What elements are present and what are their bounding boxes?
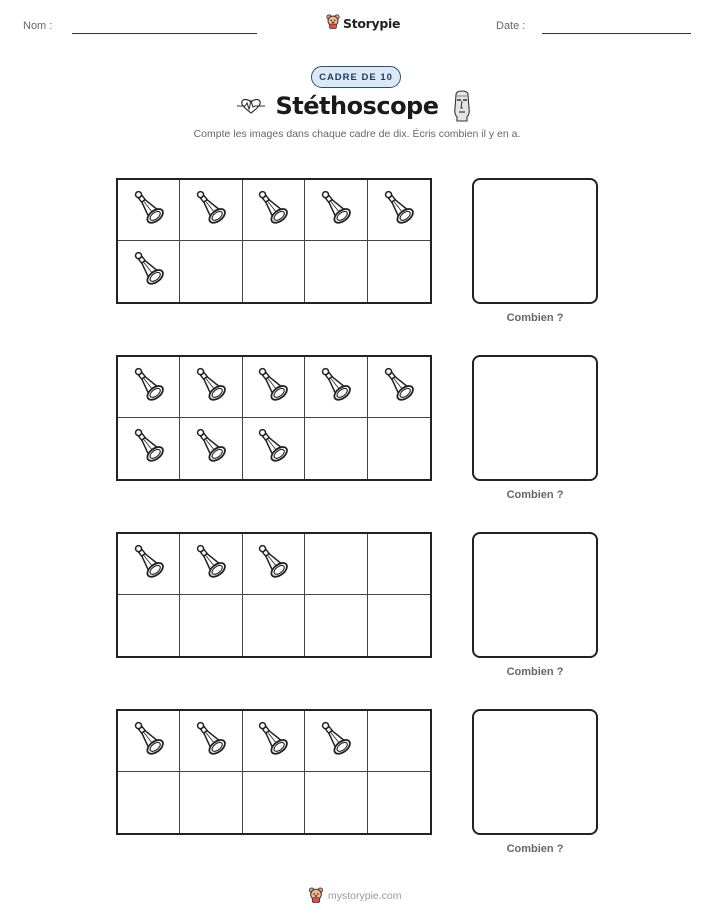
ten-frame-cell <box>243 418 305 479</box>
ten-frame-cell <box>118 772 180 833</box>
ten-frame <box>116 532 432 658</box>
answer-label: Combien ? <box>506 312 564 324</box>
ten-frame-cell <box>368 772 430 833</box>
moai-statue-icon <box>451 90 473 127</box>
ten-frame-cell <box>305 595 367 656</box>
stethoscope-chestpiece-icon <box>190 425 232 472</box>
worksheet-type-badge: CADRE DE 10 <box>311 66 401 88</box>
ten-frame-cell <box>180 711 242 772</box>
instructions: Compte les images dans chaque cadre de dix. Écris combien il y en a. <box>193 128 521 140</box>
answer-box[interactable] <box>472 355 598 481</box>
stethoscope-chestpiece-icon <box>190 541 232 588</box>
ten-frame-cell <box>368 534 430 595</box>
ten-frame-cell <box>118 241 180 302</box>
ten-frame-cell <box>305 418 367 479</box>
ten-frame-cell <box>180 772 242 833</box>
answer-label: Combien ? <box>506 489 564 501</box>
ten-frame-cell <box>118 418 180 479</box>
ten-frame-cell <box>305 534 367 595</box>
ten-frame-cell <box>243 357 305 418</box>
ten-frame-cell <box>180 534 242 595</box>
ten-frame-cell <box>305 711 367 772</box>
ten-frame-cell <box>243 180 305 241</box>
date-line[interactable] <box>542 33 691 34</box>
ten-frame-cell <box>243 711 305 772</box>
ten-frame-cell <box>118 357 180 418</box>
stethoscope-chestpiece-icon <box>315 718 357 765</box>
ten-frame <box>116 178 432 304</box>
stethoscope-chestpiece-icon <box>252 364 294 411</box>
stethoscope-chestpiece-icon <box>128 248 170 295</box>
brand-name: Storypie <box>343 16 401 31</box>
ten-frame-cell <box>180 180 242 241</box>
stethoscope-chestpiece-icon <box>128 425 170 472</box>
footer-url[interactable]: mystorypie.com <box>328 890 402 902</box>
ten-frame-cell <box>368 357 430 418</box>
answer-box[interactable] <box>472 709 598 835</box>
ten-frame-cell <box>180 241 242 302</box>
stethoscope-chestpiece-icon <box>190 187 232 234</box>
bear-mascot-icon <box>326 13 340 34</box>
footer <box>308 886 402 906</box>
stethoscope-chestpiece-icon <box>128 718 170 765</box>
brand-logo <box>326 13 400 34</box>
name-line[interactable] <box>72 33 257 34</box>
ten-frame-cell <box>368 595 430 656</box>
stethoscope-chestpiece-icon <box>128 187 170 234</box>
stethoscope-chestpiece-icon <box>252 425 294 472</box>
ten-frame-cell <box>180 357 242 418</box>
answer-label: Combien ? <box>506 843 564 855</box>
ten-frame-cell <box>368 418 430 479</box>
stethoscope-chestpiece-icon <box>128 364 170 411</box>
ten-frame-cell <box>305 241 367 302</box>
answer-box[interactable] <box>472 178 598 304</box>
date-label: Date : <box>496 20 526 32</box>
ten-frame-cell <box>118 711 180 772</box>
ten-frame-cell <box>368 711 430 772</box>
answer-box[interactable] <box>472 532 598 658</box>
ten-frame-cell <box>305 180 367 241</box>
ten-frame-cell <box>118 180 180 241</box>
stethoscope-chestpiece-icon <box>315 187 357 234</box>
ten-frame-cell <box>305 772 367 833</box>
ten-frame-cell <box>180 418 242 479</box>
ten-frame-cell <box>243 534 305 595</box>
stethoscope-chestpiece-icon <box>190 718 232 765</box>
ten-frame-cell <box>243 241 305 302</box>
ten-frame-cell <box>368 241 430 302</box>
stethoscope-chestpiece-icon <box>378 187 420 234</box>
page-title: Stéthoscope <box>275 92 439 120</box>
ten-frame-cell <box>243 595 305 656</box>
stethoscope-chestpiece-icon <box>190 364 232 411</box>
stethoscope-chestpiece-icon <box>252 187 294 234</box>
stethoscope-chestpiece-icon <box>378 364 420 411</box>
ten-frame-cell <box>118 595 180 656</box>
ten-frame-cell <box>118 534 180 595</box>
ten-frame <box>116 709 432 835</box>
ten-frame-cell <box>368 180 430 241</box>
stethoscope-chestpiece-icon <box>252 541 294 588</box>
stethoscope-chestpiece-icon <box>315 364 357 411</box>
ten-frame-cell <box>243 772 305 833</box>
ten-frame-cell <box>305 357 367 418</box>
stethoscope-chestpiece-icon <box>252 718 294 765</box>
name-label: Nom : <box>23 20 53 32</box>
ten-frame-cell <box>180 595 242 656</box>
answer-label: Combien ? <box>506 666 564 678</box>
ten-frame <box>116 355 432 481</box>
bear-mascot-icon <box>308 886 324 906</box>
stethoscope-chestpiece-icon <box>128 541 170 588</box>
